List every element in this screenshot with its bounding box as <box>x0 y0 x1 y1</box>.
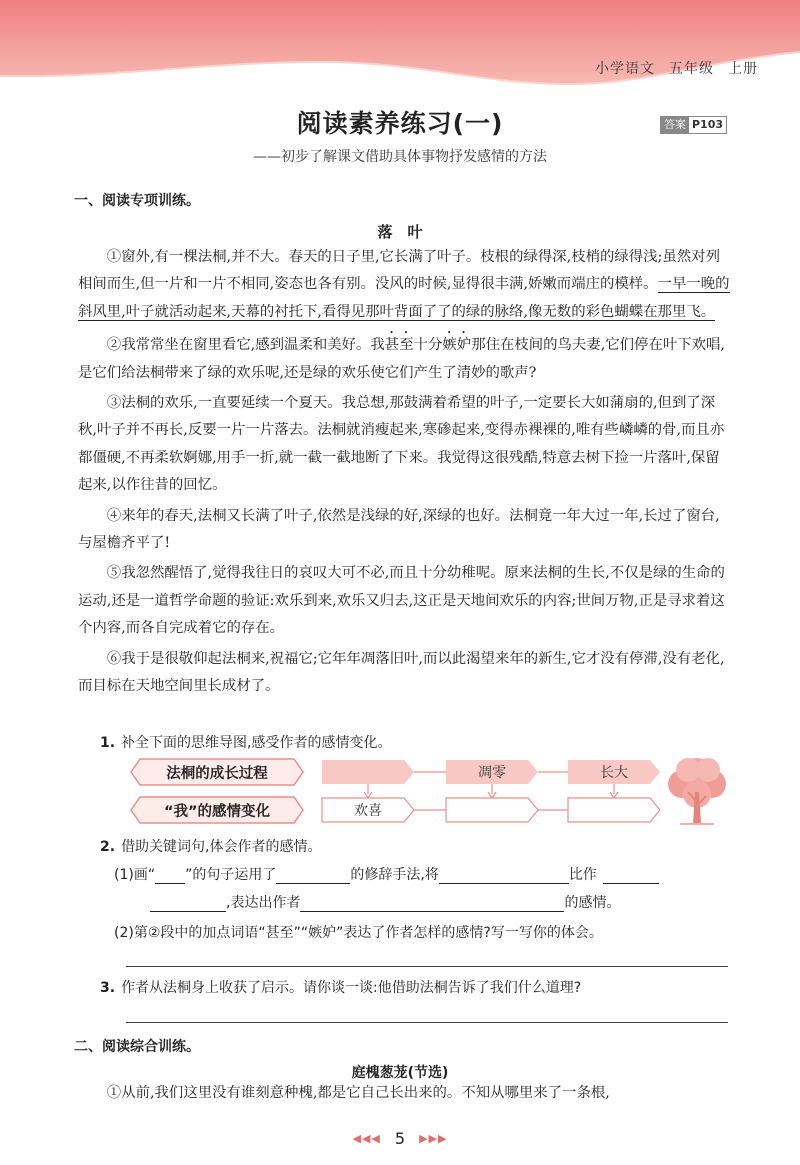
q2-1-text-c: 的修辞手法,将 <box>350 867 439 883</box>
feeling-blank[interactable] <box>300 897 564 912</box>
next-arrows-icon: ▶▶▶ <box>419 1132 448 1145</box>
feeling-stage-3-shape <box>568 798 660 822</box>
question-2-text: 借助关键词句,体会作者的感情。 <box>121 839 322 855</box>
answer-page: P103 <box>692 118 724 131</box>
question-3-number: 3. <box>100 980 116 996</box>
article2-paragraph-1: ①从前,我们这里没有谁刻意种槐,都是它自己长出来的。不知从哪里来了一条根, <box>106 1085 610 1101</box>
question-1-text: 补全下面的思维导图,感受作者的感情变化。 <box>121 735 392 751</box>
rhetoric-blank[interactable] <box>276 869 350 884</box>
question-2-number: 2. <box>100 839 116 855</box>
paragraph-3: ③法桐的欢乐,一直要延续一个夏天。我总想,那鼓满着希望的叶子,一定要长大如蒲扇的,但到了深秋,叶子并不再长,反要一片一片落去。法桐就消瘦起来,寒碜起来,变得赤裸裸的,唯有些嶙嶙的骨,而且亦都僵硬,不再柔软婀娜,用手一折,就一截一截地断了下来。我觉得这很残酷,特意去树下捡一片落叶,保留起来,以作往昔的回忆。 <box>78 395 725 494</box>
feeling-stage-2-shape <box>446 798 538 822</box>
dotted-word-jidu: 嫉妒 <box>442 337 472 354</box>
answer-label: 答案 <box>661 117 689 133</box>
answer-reference-badge <box>660 116 727 134</box>
paragraph-2-text-a: ②我常常坐在窗里看它,感到温柔和美好。我 <box>106 337 385 354</box>
growth-stage-3-text: 长大 <box>600 765 628 781</box>
article1-body <box>78 244 732 704</box>
mindmap-row2-label-text: “我”的感情变化 <box>163 803 271 820</box>
q2-1-text-f: 的感情。 <box>564 895 621 911</box>
subject-name: 小学语文 <box>595 61 655 77</box>
paragraph-1-text: ①窗外,有一棵法桐,并不大。春天的日子里,它长满了叶子。枝根的绿得深,枝梢的绿得浅;虽然对列相间而生,但一片和一片不相同,姿态也各有别。没风的时候,显得很丰满,娇嫩而端庄的模样。 <box>78 249 720 293</box>
underline-mark-sample <box>155 869 185 884</box>
section2-heading: 二、阅读综合训练。 <box>74 1039 200 1055</box>
paragraph-5: ⑤我忽然醒悟了,觉得我往日的哀叹大可不必,而且十分幼稚呢。原来法桐的生长,不仅是绿的生命的运动,还是一道哲学命题的验证:欢乐到来,欢乐又归去,这正是天地间欢乐的内容;世间万物,正是寻求着这个内容,而各自完成着它的存在。 <box>78 565 725 637</box>
mindmap-row1-label-text: 法桐的成长过程 <box>166 765 268 782</box>
volume-name: 上册 <box>728 61 758 77</box>
mindmap-row2-label <box>130 796 304 824</box>
subject-label <box>595 58 758 78</box>
feeling-stage-1-text: 欢喜 <box>354 803 382 819</box>
page-subtitle: ——初步了解课文借助具体事物抒发感情的方法 <box>253 149 547 165</box>
grade-name: 五年级 <box>669 61 714 77</box>
article2-body <box>78 1080 732 1110</box>
paragraph-2 <box>78 329 732 387</box>
page-number: 5 <box>394 1129 406 1148</box>
paragraph-2-text-e: 那住在枝间的鸟夫妻,它们停在叶下欢唱,是它们给法桐带来了绿的欢乐呢,还是绿的欢乐使它们产生了清妙的歌声? <box>78 337 725 381</box>
section1-heading: 一、阅读专项训练。 <box>74 193 200 209</box>
question-2-part-1-line-2 <box>150 892 620 912</box>
paragraph-2-text-c: 十分 <box>413 337 443 354</box>
mindmap-row1-label <box>130 758 304 786</box>
question-2-part-1-line-1 <box>114 864 659 884</box>
question-3-answer-line[interactable] <box>126 1022 728 1023</box>
tree-icon <box>662 752 732 828</box>
q2-1-text-d: 比作 <box>568 867 597 883</box>
paragraph-6: ⑥我于是很敬仰起法桐来,祝福它;它年年凋落旧叶,而以此渴望来年的新生,它才没有停滞,没有老化,而目标在天地空间里长成材了。 <box>78 650 725 695</box>
growth-stage-1-shape <box>322 760 414 784</box>
growth-stage-2-text: 凋零 <box>478 765 506 781</box>
metaphor-blank-1[interactable] <box>603 869 659 884</box>
question-2-part-2: (2)第②段中的加点词语“甚至”“嫉妒”表达了作者怎样的感情?写一写你的体会。 <box>114 925 603 941</box>
q2-1-text-a: (1)画“ <box>114 867 156 883</box>
question-3-text: 作者从法桐身上收获了启示。请你谈一谈:他借助法桐告诉了我们什么道理? <box>121 980 582 996</box>
q2-1-text-b: ”的句子运用了 <box>185 867 277 883</box>
metaphor-blank-2[interactable] <box>150 897 226 912</box>
compared-object-blank[interactable] <box>439 869 569 884</box>
question-1 <box>100 732 740 752</box>
question-3 <box>100 977 740 997</box>
dotted-word-shenzhi: 甚至 <box>384 337 414 354</box>
paragraph-1 <box>78 244 732 326</box>
article2-title: 庭槐葱茏(节选) <box>351 1065 449 1081</box>
article1-title: 落 叶 <box>377 223 423 241</box>
paragraph-4: ④来年的春天,法桐又长满了叶子,依然是浅绿的好,深绿的也好。法桐竟一年大过一年,长过了窗台,与屋檐齐平了! <box>78 507 720 552</box>
q2-1-text-e: ,表达出作者 <box>226 895 301 911</box>
question-2-answer-line[interactable] <box>126 966 728 967</box>
prev-arrows-icon: ◀◀◀ <box>352 1132 381 1145</box>
page-title: 阅读素养练习(一) <box>296 109 504 138</box>
page-footer <box>0 1128 800 1148</box>
underlined-sentence: 一早一晚的斜风里,叶子就活动起来,天幕的衬托下,看得见那叶背面了了的绿的脉络,像无数的彩色蝴蝶在那里飞。 <box>78 276 730 320</box>
question-2 <box>100 836 740 856</box>
question-1-number: 1. <box>100 735 116 751</box>
